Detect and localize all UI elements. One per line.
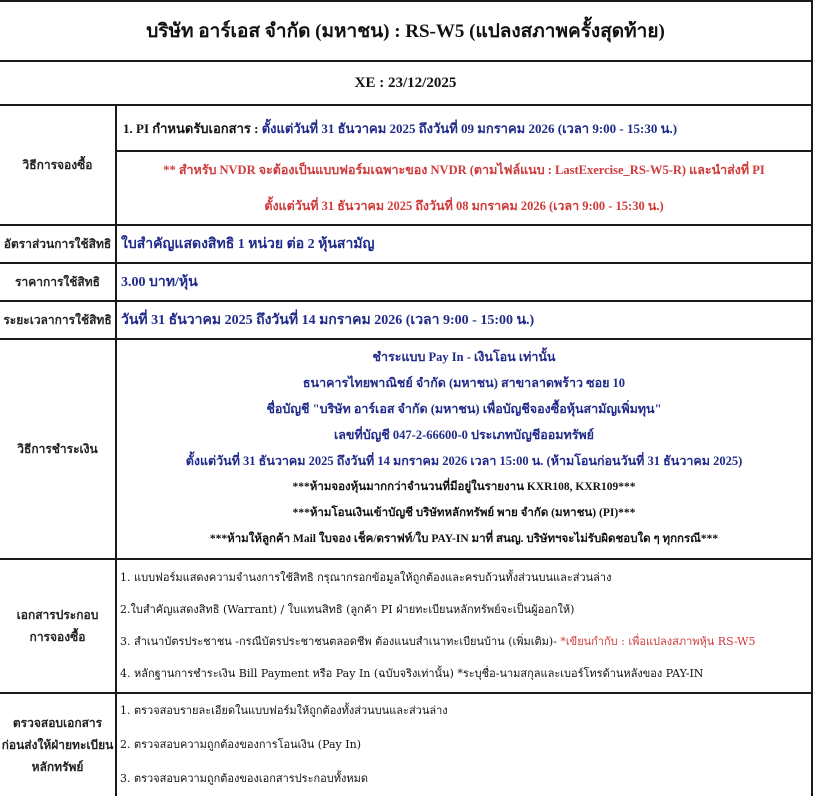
exercise-period-label: ระยะเวลาการใช้สิทธิ: [0, 301, 116, 339]
payment-type: ชำระแบบ Pay In - เงินโอน เท่านั้น: [372, 350, 556, 364]
verification-item: 3. ตรวจสอบความถูกต้องของเอกสารประกอบทั้งหมด: [120, 772, 369, 785]
payment-warning: ***ห้ามจองหุ้นมากกว่าจำนวนที่มีอยู่ในรายงาน KXR108, KXR109***: [292, 481, 636, 493]
verification-label-line3: หลักทรัพย์: [31, 760, 84, 774]
exercise-price-row: [0, 263, 812, 301]
pi-deadline-label: 1. PI กำหนดรับเอกสาร :: [123, 120, 259, 136]
exercise-price-value: 3.00 บาท/หุ้น: [116, 263, 812, 301]
verification-label-line2: ก่อนส่งให้ฝ่ายทะเบียน: [1, 738, 114, 752]
documents-label: [0, 559, 116, 693]
exercise-period-value: วันที่ 31 ธันวาคม 2025 ถึงวันที่ 14 มกราคม 2026 (เวลา 9:00 - 15:00 น.): [116, 301, 812, 339]
verification-item: 2. ตรวจสอบความถูกต้องของการโอนเงิน (Pay In): [120, 738, 361, 751]
payment-method-label: วิธีการชำระเงิน: [0, 339, 116, 559]
verification-list: [116, 693, 812, 796]
documents-label-line1: เอกสารประกอบ: [16, 608, 99, 622]
pi-deadline-period: ตั้งแต่วันที่ 31 ธันวาคม 2025 ถึงวันที่ 09 มกราคม 2026 (เวลา 9:00 - 15:30 น.): [261, 120, 678, 136]
payment-period: ตั้งแต่วันที่ 31 ธันวาคม 2025 ถึงวันที่ 14 มกราคม 2026 เวลา 15:00 น. (ห้ามโอนก่อนวันที่ 31 ธันวาคม 2025): [185, 454, 743, 468]
subscription-row-pi: [0, 105, 812, 151]
document-item-note: *เขียนกำกับ : เพื่อแปลงสภาพหุ้น RS-W5: [556, 635, 756, 648]
title-row: [0, 1, 812, 61]
verification-row: [0, 693, 812, 796]
document-item: 1. แบบฟอร์มแสดงความจำนงการใช้สิทธิ กรุณากรอกข้อมูลให้ถูกต้องและครบถ้วนทั้งส่วนบนและส่วนล่าง: [120, 571, 612, 584]
exercise-ratio-label: อัตราส่วนการใช้สิทธิ: [0, 225, 116, 263]
verification-label-line1: ตรวจสอบเอกสาร: [12, 716, 103, 730]
payment-bank: ธนาคารไทยพาณิชย์ จำกัด (มหาชน) สาขาลาดพร้าว ซอย 10: [302, 376, 626, 390]
verification-label: [0, 693, 116, 796]
exercise-period-row: [0, 301, 812, 339]
document-title: บริษัท อาร์เอส จำกัด (มหาชน) : RS-W5 (แปลงสภาพครั้งสุดท้าย): [0, 1, 812, 61]
document-item-text: 3. สำเนาบัตรประชาชน -กรณีบัตรประชาชนตลอดชีพ ต้องแนบสำเนาทะเบียนบ้าน (เพิ่มเติม)-: [120, 635, 557, 648]
pi-deadline: [116, 105, 812, 151]
payment-account-name: ชื่อบัญชี "บริษัท อาร์เอส จำกัด (มหาชน) เพื่อบัญชีจองซื้อหุ้นสามัญเพิ่มทุน": [266, 402, 662, 416]
subscription-row-nvdr: [0, 151, 812, 225]
subscription-method-label: วิธีการจองซื้อ: [0, 105, 116, 225]
document-item: 4. หลักฐานการชำระเงิน Bill Payment หรือ Pay In (ฉบับจริงเท่านั้น) *ระบุชื่อ-นามสกุลและเบอร์โทรด้านหลังของ PAY-IN: [120, 667, 704, 680]
nvdr-note-line1: ** สำหรับ NVDR จะต้องเป็นแบบฟอร์มเฉพาะของ NVDR (ตามไฟล์แนบ : LastExercise_RS-W5-R) และนำส่งที่ PI: [163, 163, 765, 177]
verification-item: 1. ตรวจสอบรายละเอียดในแบบฟอร์มให้ถูกต้องทั้งส่วนบนและส่วนล่าง: [120, 704, 448, 717]
documents-list: [116, 559, 812, 693]
exercise-price-label: ราคาการใช้สิทธิ: [0, 263, 116, 301]
xe-row: [0, 61, 812, 105]
nvdr-note: [116, 151, 812, 225]
payment-warning: ***ห้ามให้ลูกค้า Mail ใบจอง เช็ค/ดราฟท์/ใบ PAY-IN มาที่ สนญ. บริษัทฯจะไม่รับผิดชอบใด ๆ ทุกกรณี***: [209, 533, 719, 545]
exercise-ratio-value: ใบสำคัญแสดงสิทธิ 1 หน่วย ต่อ 2 หุ้นสามัญ: [116, 225, 812, 263]
nvdr-note-line2: ตั้งแต่วันที่ 31 ธันวาคม 2025 ถึงวันที่ 08 มกราคม 2026 (เวลา 9:00 - 15:30 น.): [264, 199, 664, 213]
documents-row: [0, 559, 812, 693]
payment-account-number: เลขที่บัญชี 047-2-66600-0 ประเภทบัญชีออมทรัพย์: [334, 428, 594, 442]
payment-warning: ***ห้ามโอนเงินเข้าบัญชี บริษัทหลักทรัพย์ พาย จำกัด (มหาชน) (PI)***: [292, 507, 636, 519]
document-item: 2.ใบสำคัญแสดงสิทธิ (Warrant) / ใบแทนสิทธิ (ลูกค้า PI ฝ่ายทะเบียนหลักทรัพย์จะเป็นผู้ออกให้): [120, 603, 575, 616]
document-item: [120, 626, 811, 658]
payment-method-row: [0, 339, 812, 559]
xe-date: XE : 23/12/2025: [0, 61, 812, 105]
exercise-ratio-row: [0, 225, 812, 263]
payment-method-details: [116, 339, 812, 559]
documents-label-line2: การจองซื้อ: [29, 630, 86, 644]
